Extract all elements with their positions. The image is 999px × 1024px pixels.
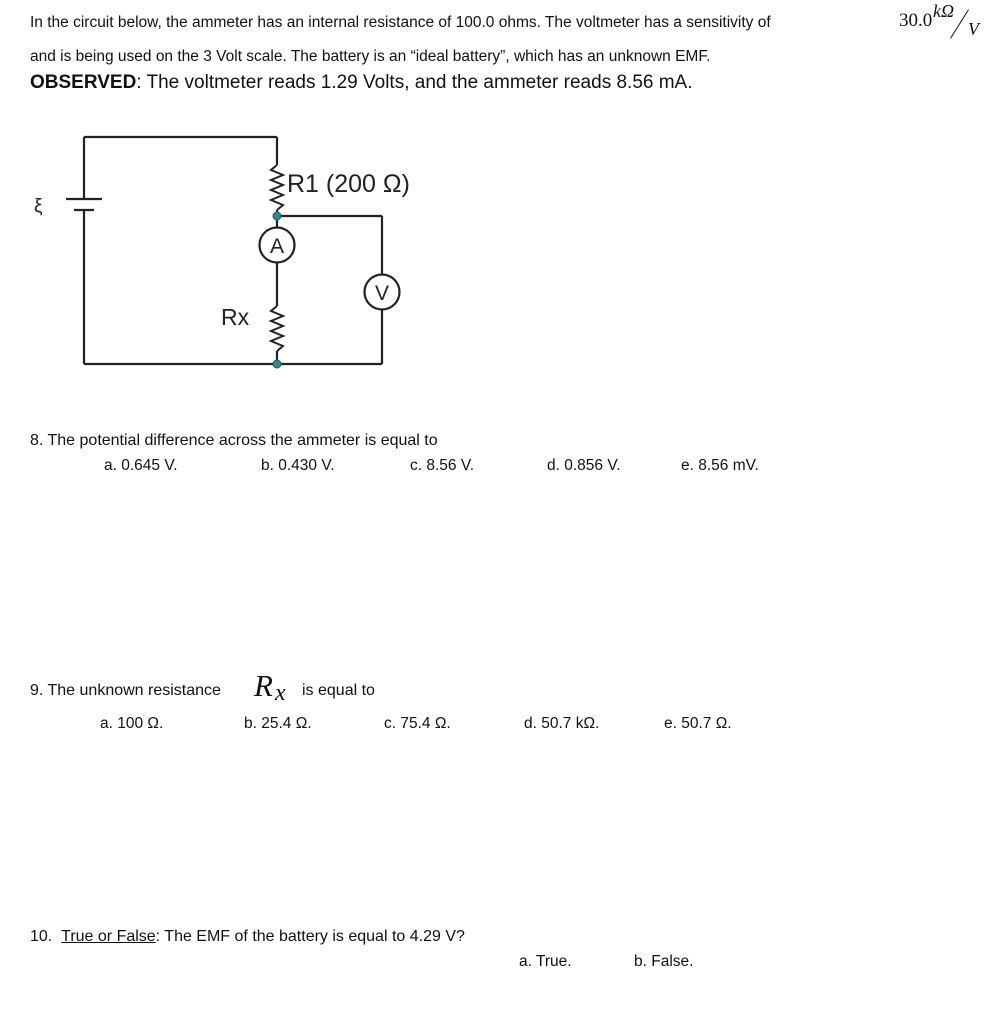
q8-prompt: 8. The potential difference across the ammeter is equal to: [30, 432, 438, 449]
q9-prompt-end: is equal to: [302, 682, 375, 699]
q8-option-e: e. 8.56 mV.: [681, 457, 759, 474]
rx-symbol: R: [254, 668, 273, 703]
sensitivity-unit-numerator: kΩ: [933, 1, 955, 21]
sensitivity-value: 30.0: [899, 10, 933, 31]
emf-symbol: ξ: [34, 196, 43, 217]
q10-true-false-label: True or False: [61, 928, 156, 945]
voltmeter-symbol: V: [374, 282, 390, 305]
rx-label: Rx: [221, 304, 250, 330]
q9-option-b: b. 25.4 Ω.: [244, 715, 312, 732]
resistor-rx: [271, 306, 283, 351]
r1-label: R1 (200 Ω): [287, 170, 410, 198]
observed-text: : The voltmeter reads 1.29 Volts, and the ammeter reads 8.56 mA.: [136, 72, 693, 93]
q9-option-c: c. 75.4 Ω.: [384, 715, 451, 732]
observed-label: OBSERVED: [30, 72, 137, 93]
ammeter-symbol: A: [269, 235, 285, 258]
junction-node-bottom: [273, 360, 281, 368]
q10-number: 10.: [30, 928, 53, 945]
circuit-diagram: [0, 0, 999, 400]
q9-option-d: d. 50.7 kΩ.: [524, 715, 600, 732]
q9-prompt-start: 9. The unknown resistance: [30, 682, 221, 699]
q8-option-b: b. 0.430 V.: [261, 457, 335, 474]
sensitivity-unit-denominator: V: [968, 19, 979, 39]
q9-option-e: e. 50.7 Ω.: [664, 715, 732, 732]
resistor-r1: [271, 165, 283, 210]
q8-option-c: c. 8.56 V.: [410, 457, 475, 474]
q10-option-a: a. True.: [519, 953, 572, 970]
junction-node-top: [273, 212, 281, 220]
q10-prompt: [30, 928, 465, 946]
q9-option-a: a. 100 Ω.: [100, 715, 164, 732]
q8-option-d: d. 0.856 V.: [547, 457, 621, 474]
rx-symbol-subscript: x: [275, 680, 286, 706]
q10-option-b: b. False.: [634, 953, 694, 970]
q10-prompt-rest: : The EMF of the battery is equal to 4.29 V?: [155, 928, 465, 945]
q8-option-a: a. 0.645 V.: [104, 457, 178, 474]
intro-line-1: In the circuit below, the ammeter has an internal resistance of 100.0 ohms. The voltmeter has a sensitivity of: [30, 14, 771, 31]
intro-line-2: and is being used on the 3 Volt scale. The battery is an “ideal battery”, which has an unknown EMF.: [30, 48, 711, 65]
